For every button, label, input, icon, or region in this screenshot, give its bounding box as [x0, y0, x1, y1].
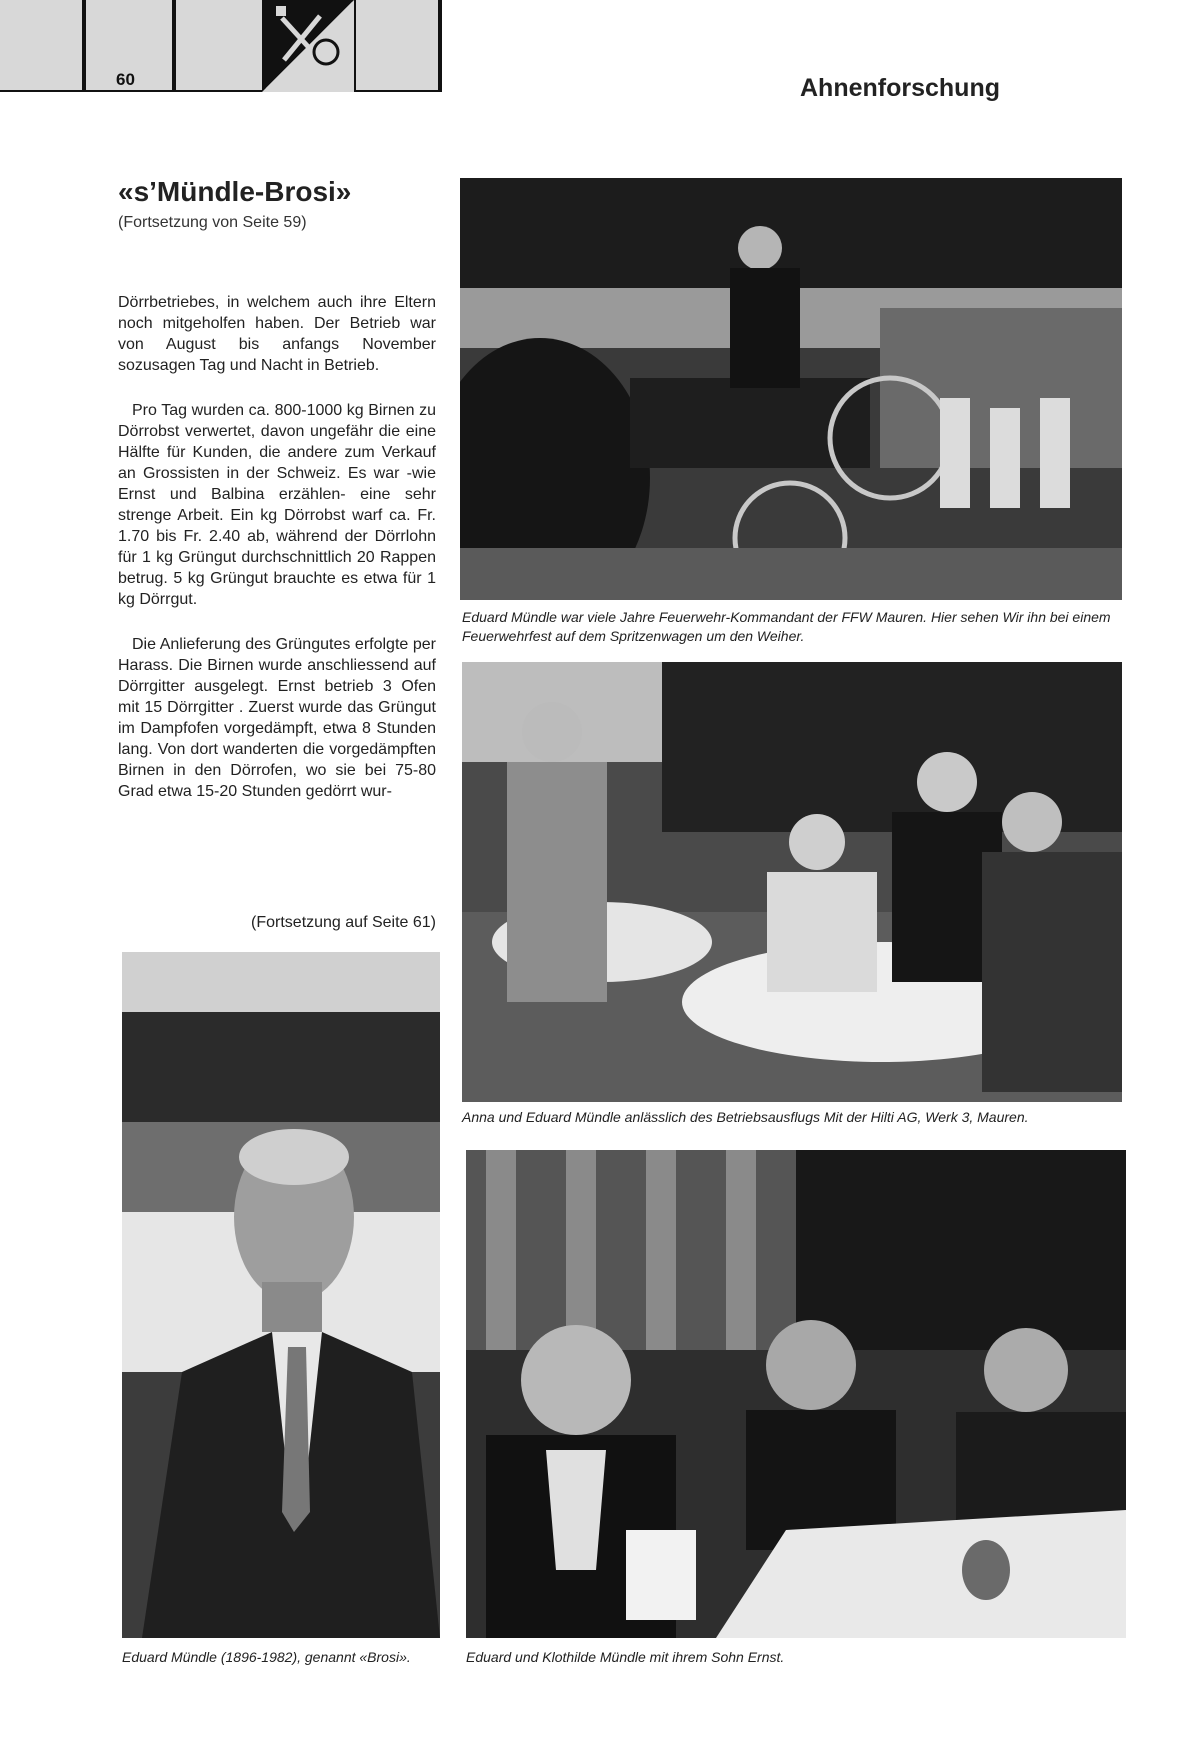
article-body: [118, 292, 436, 826]
article-paragraph: Pro Tag wurden ca. 800-1000 kg Birnen zu Dörrobst verwertet, davon ungefähr die eine Hälfte für Kunden, die andere zum Verkauf an Grossisten in der Schweiz. Es war -wie Ernst und Balbina erzählen- eine sehr strenge Arbeit. Ein kg Dörrobst warf ca. Fr. 1.70 bis Fr. 2.40 ab, während der Dörrlohn für 1 kg Grüngut durchschnittlich 20 Rappen betrug. 5 kg Grüngut brauchte es etwa für 1 kg Dörrgut.: [118, 402, 436, 608]
photo-cafe-outing: [462, 662, 1122, 1102]
photo-caption: Eduard und Klothilde Mündle mit ihrem Sohn Ernst.: [466, 1649, 785, 1665]
photo-caption: Eduard Mündle (1896-1982), genannt «Brosi».: [122, 1649, 411, 1665]
page-number: 60: [116, 70, 135, 89]
photo-caption: Eduard Mündle war viele Jahre Feuerwehr-Kommandant der FFW Mauren. Hier sehen Wir ihn bei einem Feuerwehrfest auf dem Spritzenwagen um den Weiher.: [462, 609, 1111, 644]
article-subtitle: (Fortsetzung von Seite 59): [118, 214, 307, 231]
photo-caption: Anna und Eduard Mündle anlässlich des Betriebsausflugs Mit der Hilti AG, Werk 3, Mauren.: [462, 1109, 1029, 1125]
photo-family-dinner: [466, 1150, 1126, 1638]
article-paragraph: Dörrbetriebes, in welchem auch ihre Eltern noch mitgeholfen haben. Der Betrieb war von August bis anfangs November sozusagen Tag und Nacht in Betrieb.: [118, 294, 436, 374]
continuation-note: (Fortsetzung auf Seite 61): [251, 914, 436, 931]
heraldic-crest-icon: [262, 0, 354, 92]
article-title: «s’Mündle-Brosi»: [118, 176, 352, 207]
article-paragraph: Die Anlieferung des Grüngutes erfolgte per Harass. Die Birnen wurde anschliessend auf Dörrgitter ausgelegt. Ernst betrieb 3 Ofen mit 15 Dörrgitter . Zuerst wurde das Grüngut im Dampfofen vorgedämpft, etwa 8 Stunden lang. Von dort wanderten die vorgedämpften Birnen in den Dörrofen, wo sie bei 75-80 Grad etwa 15-20 Stunden gedörrt wur-: [118, 636, 436, 800]
header-divider: [172, 0, 176, 92]
header-divider: [82, 0, 86, 92]
photo-fire-wagon: [460, 178, 1122, 600]
section-title: Ahnenforschung: [800, 74, 1000, 102]
header-divider: [438, 0, 442, 92]
photo-portrait: [122, 952, 440, 1638]
header-band: [0, 0, 440, 92]
